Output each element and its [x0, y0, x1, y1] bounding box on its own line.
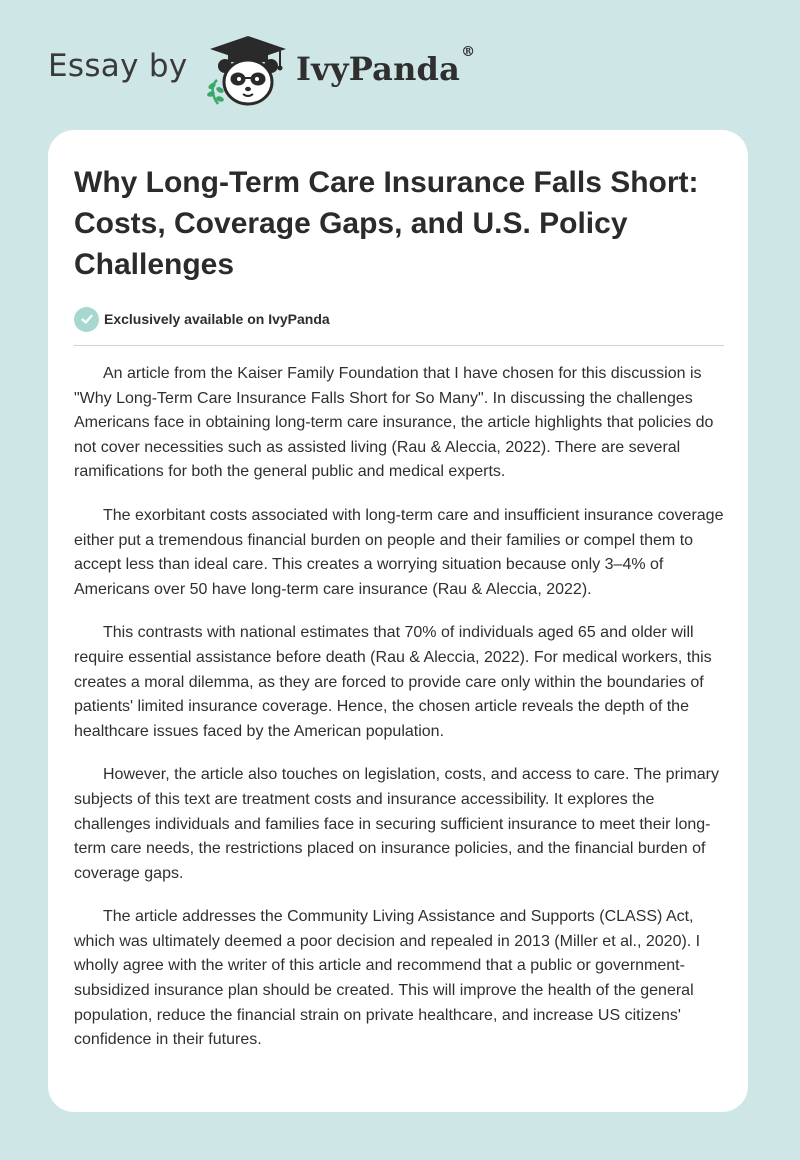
exclusive-label: Exclusively available on IvyPanda [104, 311, 330, 327]
essay-card [48, 130, 748, 1112]
essay-by-label: Essay by [48, 48, 188, 84]
site-header [0, 0, 800, 120]
brand-name[interactable] [296, 44, 476, 88]
title-divider [74, 345, 724, 346]
panda-graduate-icon [200, 30, 296, 110]
brand-text: IvyPanda [296, 50, 461, 88]
paragraph: The exorbitant costs associated with long-term care and insufficient insurance coverage either put a tremendous financial burden on people and their families or compel them to accept less than ideal care. This creates a worrying situation because only 3–4% of Americans over 50 have long-term care insurance (Rau & Aleccia, 2022). [74, 506, 724, 598]
paragraph: However, the article also touches on legislation, costs, and access to care. The primary subjects of this text are treatment costs and insurance accessibility. It explores the challenges individuals and families face in securing sufficient insurance to meet their long-term care needs, the restrictions placed on insurance policies, and the financial burden of coverage gaps. [74, 766, 720, 882]
paragraph: This contrasts with national estimates that 70% of individuals aged 65 and older will require essential assistance before death (Rau & Aleccia, 2022). For medical workers, this creates a moral dilemma, as they are forced to provide care only within the boundaries of patients' limited insurance coverage. Hence, the chosen article reveals the depth of the healthcare issues faced by the American population. [74, 624, 712, 740]
paragraph: An article from the Kaiser Family Foundation that I have chosen for this discussion is "Why Long-Term Care Insurance Falls Short for So Many". In discussing the challenges Americans face in obtaining long-term care insurance, the article highlights that policies do not cover necessities such as assisted living (Rau & Aleccia, 2022). There are several ramifications for both the general public and medical experts. [74, 365, 714, 481]
essay-body [74, 362, 726, 1072]
check-circle-icon [74, 307, 99, 332]
exclusive-badge [74, 306, 330, 332]
essay-title: Why Long-Term Care Insurance Falls Short: Costs, Coverage Gaps, and U.S. Policy Challenges [74, 166, 699, 281]
paragraph: The article addresses the Community Living Assistance and Supports (CLASS) Act, which was ultimately deemed a poor decision and repealed in 2013 (Miller et al., 2020). I wholly agree with the writer of this article and recommend that a public or government-subsidized insurance plan should be created. This will improve the health of the general population, reduce the financial strain on private healthcare, and increase US citizens' confidence in their futures. [74, 908, 701, 1049]
registered-mark: ® [461, 44, 476, 61]
